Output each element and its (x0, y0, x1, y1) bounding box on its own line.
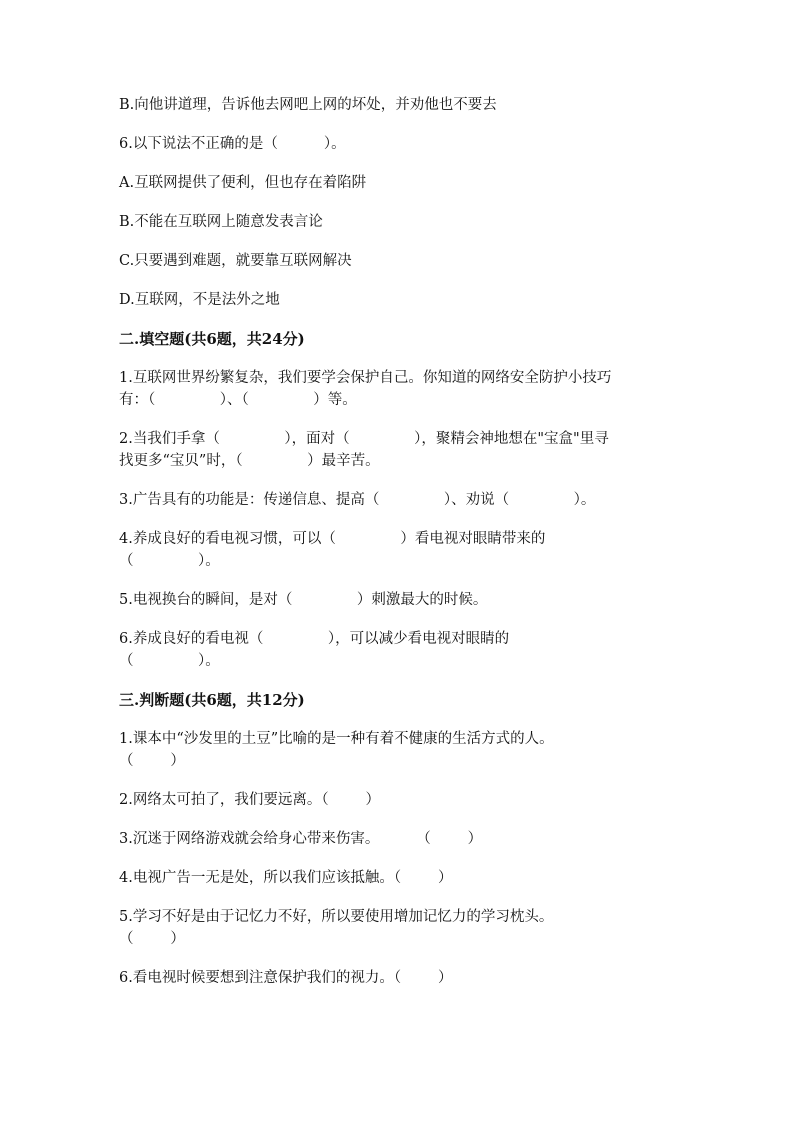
section-2-heading (119, 328, 679, 350)
question-line: 2.网络太可拍了，我们要远离。（ ） (119, 792, 380, 808)
fill-question-2 (119, 428, 679, 472)
question-line: 6.看电视时候要想到注意保护我们的视力。（ ） (119, 970, 453, 986)
option-text: D.互联网，不是法外之地 (119, 292, 280, 308)
question-line: 有：（ ）、（ ）等。 (119, 392, 357, 408)
question-line: （ ） (119, 931, 185, 947)
option-text: B.向他讲道理，告诉他去网吧上网的坏处，并劝他也不要去 (119, 97, 497, 113)
judge-question-3 (119, 828, 679, 850)
question-line: 6.养成良好的看电视（ ），可以减少看电视对眼睛的 (119, 631, 510, 647)
fill-question-1 (119, 367, 679, 411)
section-3-heading (119, 689, 679, 711)
option-text: C.只要遇到难题，就要靠互联网解决 (119, 253, 352, 269)
question-6-option-a (119, 172, 679, 194)
fill-question-6 (119, 628, 679, 672)
question-5-option-b (119, 94, 679, 116)
question-line: 4.电视广告一无是处，所以我们应该抵触。（ ） (119, 870, 453, 886)
question-line: 2.当我们手拿（ ），面对（ ），聚精会神地想在"宝盒"里寻 (119, 431, 609, 447)
question-6-option-b (119, 211, 679, 233)
question-line: 4.养成良好的看电视习惯，可以（ ）看电视对眼睛带来的 (119, 531, 546, 547)
question-line: （ ） (119, 753, 185, 769)
question-6-option-d (119, 289, 679, 311)
question-line: 1.互联网世界纷繁复杂，我们要学会保护自己。你知道的网络安全防护小技巧 (119, 370, 612, 386)
judge-question-4 (119, 867, 679, 889)
option-text: B.不能在互联网上随意发表言论 (119, 214, 323, 230)
judge-question-1 (119, 728, 679, 772)
fill-question-4 (119, 528, 679, 572)
fill-question-3 (119, 489, 679, 511)
section-title: 三.判断题(共6题，共12分) (119, 691, 305, 709)
question-line: 1.课本中“沙发里的土豆”比喻的是一种有着不健康的生活方式的人。 (119, 731, 554, 747)
question-line: 3.沉迷于网络游戏就会给身心带来伤害。 （ ） (119, 831, 483, 847)
section-title: 二.填空题(共6题，共24分) (119, 330, 305, 348)
question-line: 5.电视换台的瞬间，是对（ ）刺激最大的时候。 (119, 592, 488, 608)
fill-question-5 (119, 589, 679, 611)
question-line: 5.学习不好是由于记忆力不好，所以要使用增加记忆力的学习枕头。 (119, 909, 554, 925)
question-line: 找更多“宝贝”时，（ ）最辛苦。 (119, 453, 380, 469)
judge-question-6 (119, 967, 679, 989)
document-page (119, 94, 679, 1006)
question-line: （ ）。 (119, 653, 220, 669)
question-text: 6.以下说法不正确的是（ ）。 (119, 136, 346, 152)
question-6-option-c (119, 250, 679, 272)
question-line: 3.广告具有的功能是：传递信息、提高（ ）、劝说（ ）。 (119, 492, 596, 508)
question-line: （ ）。 (119, 553, 220, 569)
question-6-stem (119, 133, 679, 155)
option-text: A.互联网提供了便利，但也存在着陷阱 (119, 175, 367, 191)
judge-question-5 (119, 906, 679, 950)
judge-question-2 (119, 789, 679, 811)
